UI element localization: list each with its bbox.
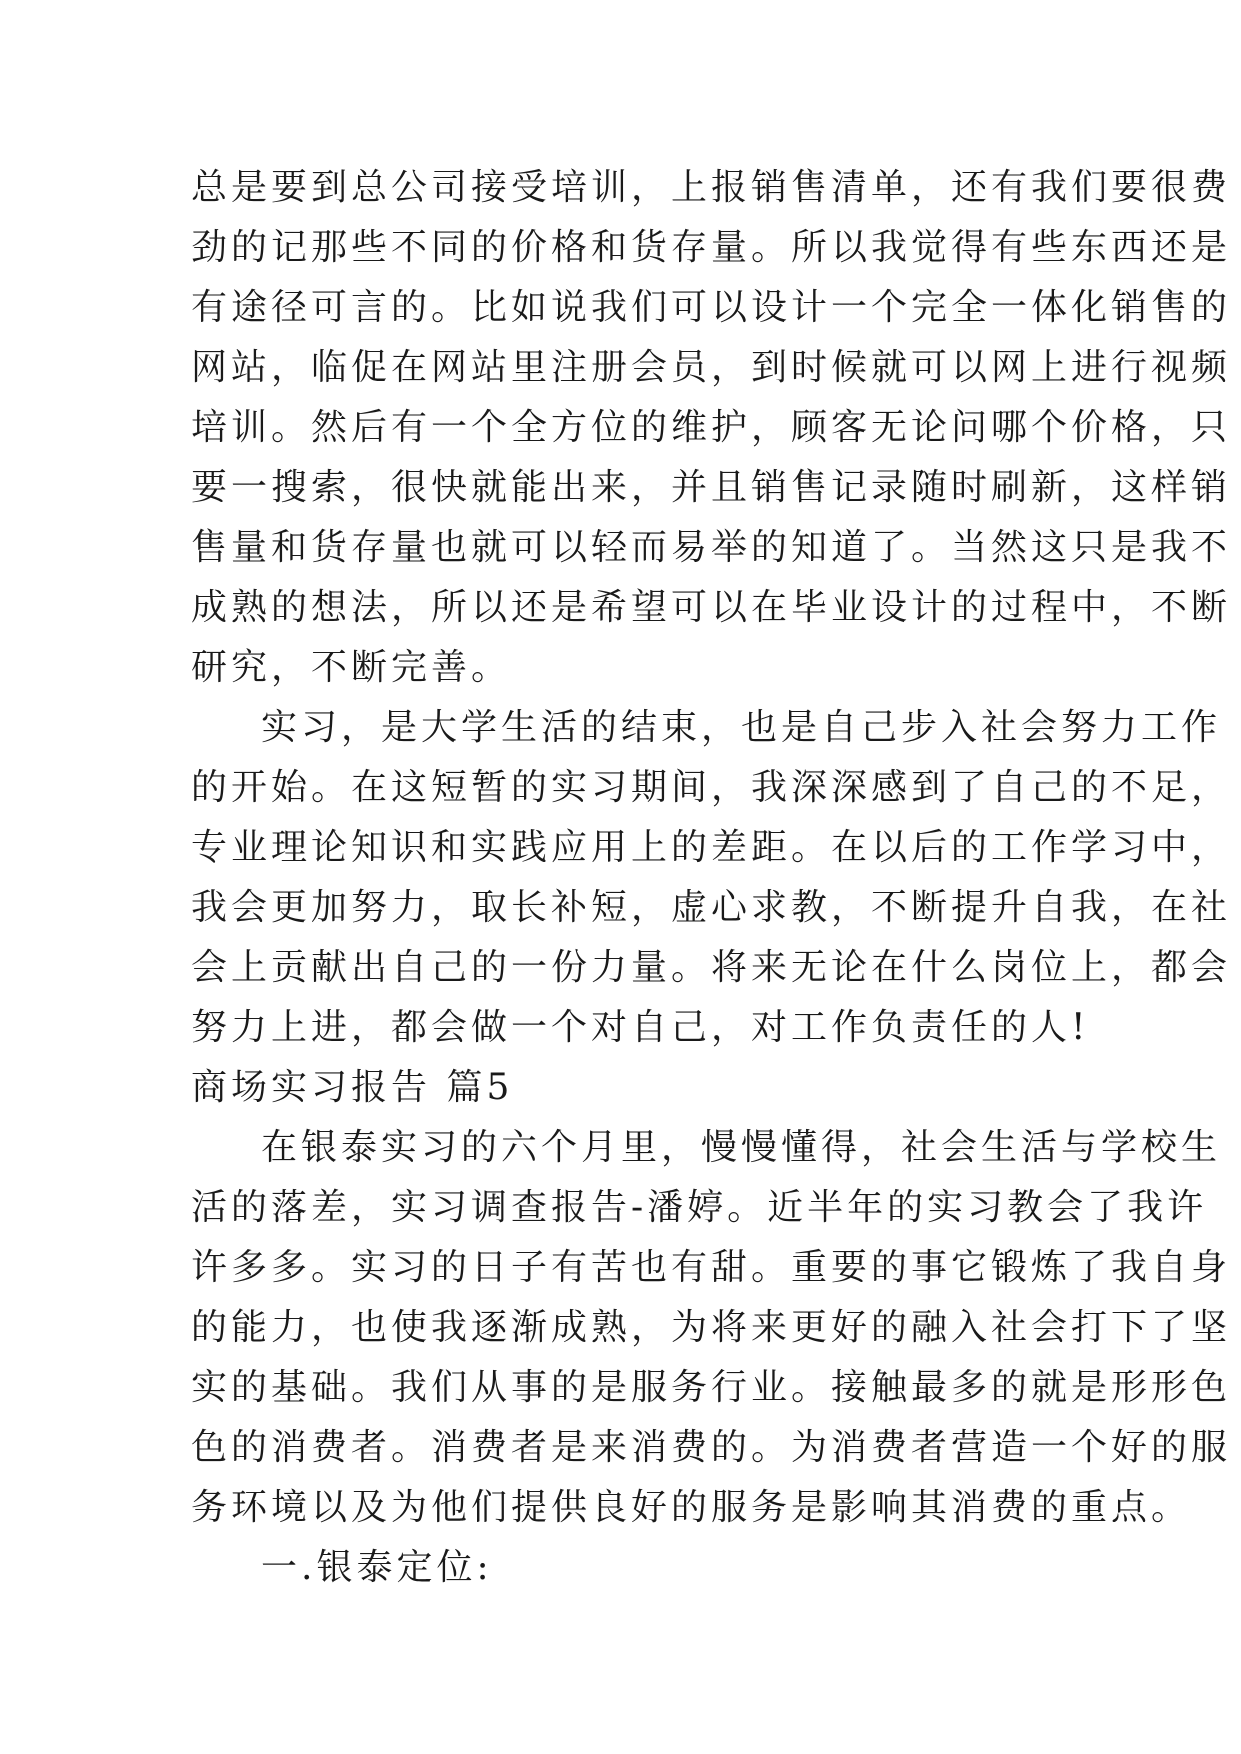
paragraph-line: 会上贡献出自己的一份力量。将来无论在什么岗位上，都会 [191,947,1232,988]
section-heading: 商场实习报告 篇5 [191,1067,514,1108]
paragraph-line: 努力上进，都会做一个对自己，对工作负责任的人! [191,1007,1090,1048]
paragraph-line: 的开始。在这短暂的实习期间，我深深感到了自己的不足， [191,767,1232,808]
paragraph-line: 务环境以及为他们提供良好的服务是影响其消费的重点。 [191,1487,1192,1528]
paragraph-first-line: 在银泰实习的六个月里，慢慢懂得，社会生活与学校生 [261,1127,1222,1168]
paragraph-line: 的能力，也使我逐渐成熟，为将来更好的融入社会打下了坚 [191,1307,1232,1348]
paragraph-line: 有途径可言的。比如说我们可以设计一个完全一体化销售的 [191,287,1232,328]
paragraph-line: 劲的记那些不同的价格和货存量。所以我觉得有些东西还是 [191,227,1232,268]
paragraph-line: 专业理论知识和实践应用上的差距。在以后的工作学习中， [191,827,1232,868]
paragraph-line: 网站，临促在网站里注册会员，到时候就可以网上进行视频 [191,347,1232,388]
paragraph-first-line: 实习，是大学生活的结束，也是自己步入社会努力工作 [261,707,1222,748]
paragraph-line: 要一搜索，很快就能出来，并且销售记录随时刷新，这样销 [191,467,1232,508]
paragraph-line: 色的消费者。消费者是来消费的。为消费者营造一个好的服 [191,1427,1232,1468]
paragraph-line: 实的基础。我们从事的是服务行业。接触最多的就是形形色 [191,1367,1232,1408]
paragraph-line: 我会更加努力，取长补短，虚心求教，不断提升自我，在社 [191,887,1232,928]
paragraph-line: 售量和货存量也就可以轻而易举的知道了。当然这只是我不 [191,527,1232,568]
paragraph-line: 培训。然后有一个全方位的维护，顾客无论问哪个价格，只 [191,407,1232,448]
paragraph-line: 许多多。实习的日子有苦也有甜。重要的事它锻炼了我自身 [191,1247,1232,1288]
paragraph-line: 活的落差，实习调查报告-潘婷。近半年的实习教会了我许 [191,1187,1208,1228]
paragraph-line: 总是要到总公司接受培训，上报销售清单，还有我们要很费 [191,167,1232,208]
document-body [191,158,1232,1598]
paragraph-line: 成熟的想法，所以还是希望可以在毕业设计的过程中，不断 [191,587,1232,628]
list-heading: 一.银泰定位: [261,1547,493,1588]
paragraph-line: 研究，不断完善。 [191,647,512,688]
